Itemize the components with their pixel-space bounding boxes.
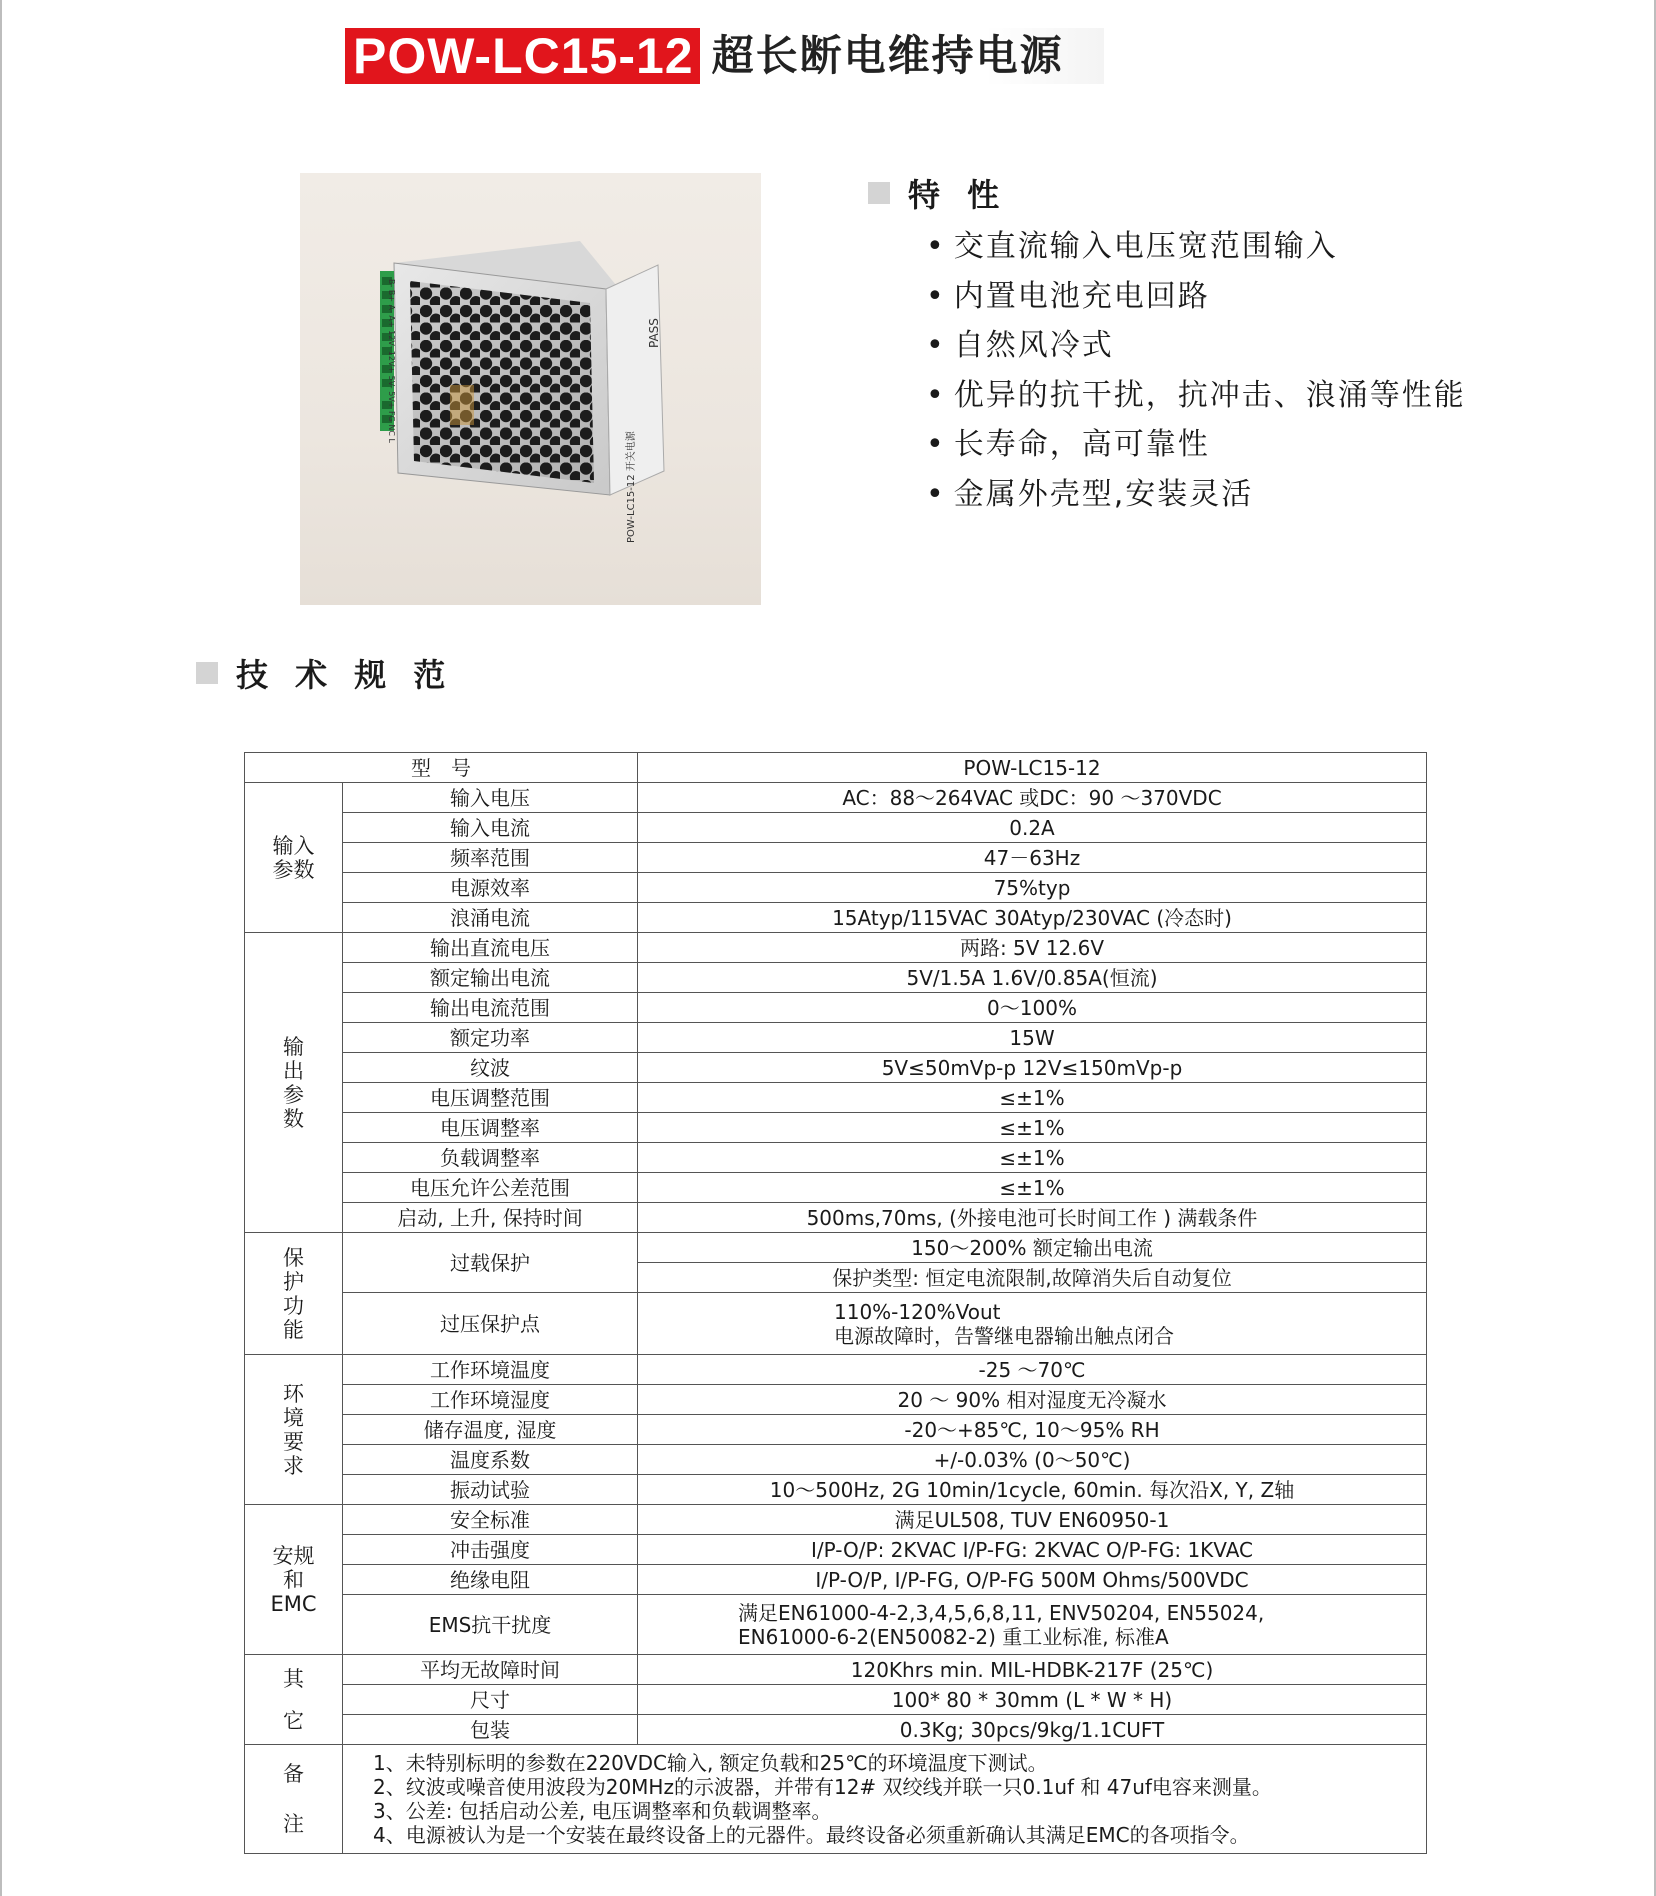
specs-heading-label: 技 术 规 范 [236,656,454,694]
section-marker-icon [868,182,890,204]
spec-label: 输出直流电压 [343,933,638,963]
section-marker-icon [196,662,218,684]
table-row [245,1415,1427,1445]
spec-table [244,752,1427,1854]
table-row [245,1083,1427,1113]
spec-label: 安全标准 [343,1505,638,1535]
group-label: 能 [283,1317,304,1342]
table-row [245,933,1427,963]
power-supply-image [380,235,690,545]
feature-item: • 内置电池充电回路 [926,272,1466,322]
spec-value: 15Atyp/115VAC 30Atyp/230VAC (冷态时) [638,903,1427,933]
group-label: 要 [283,1429,304,1454]
group-label: 它 [283,1708,304,1733]
spec-value-line: 满足EN61000-4-2,3,4,5,6,8,11, ENV50204, EN55024, [738,1600,1265,1625]
group-label: 参 [283,1082,304,1107]
model-value-cell: POW-LC15-12 [638,753,1427,783]
spec-label: 储存温度, 湿度 [343,1415,638,1445]
note-item: 4、电源被认为是一个安装在最终设备上的元器件。最终设备必须重新确认其满足EMC的各项指令。 [373,1823,1250,1847]
table-row [245,1023,1427,1053]
spec-value: 0～100% [638,993,1427,1023]
table-row [245,1745,1427,1854]
terminal-label: 5V- [387,375,396,389]
group-label: 备 [283,1762,304,1786]
group-label: 输入 [272,833,315,858]
product-name: 超长断电维持电源 [708,28,1104,84]
group-environment [245,1355,343,1505]
table-row [245,1293,1427,1355]
note-item: 1、未特别标明的参数在220VDC输入, 额定负载和25℃的环境温度下测试。 [373,1751,1048,1775]
spec-value: ≤±1% [638,1083,1427,1113]
spec-value: 5V≤50mVp-p 12V≤150mVp-p [638,1053,1427,1083]
terminal-label: A- [387,304,396,313]
table-row [245,1655,1427,1685]
spec-label: 频率范围 [343,843,638,873]
group-label: 境 [283,1405,304,1430]
spec-label: 电压调整率 [343,1113,638,1143]
spec-value: 保护类型: 恒定电流限制,故障消失后自动复位 [638,1263,1427,1293]
features-heading-label: 特 性 [908,176,1008,214]
spec-value: 20 ～ 90% 相对湿度无冷凝水 [638,1385,1427,1415]
spec-label: EMS抗干扰度 [343,1595,638,1655]
group-label: 护 [283,1269,304,1294]
spec-label: 平均无故障时间 [343,1655,638,1685]
group-label: 求 [283,1453,304,1478]
spec-label: 电压调整范围 [343,1083,638,1113]
spec-label: 输出电流范围 [343,993,638,1023]
spec-value: 75%typ [638,873,1427,903]
features-list [926,222,1466,520]
spec-label: 过压保护点 [343,1293,638,1355]
table-row [245,1535,1427,1565]
feature-item: • 长寿命，高可靠性 [926,420,1466,470]
table-row [245,1685,1427,1715]
spec-value: ≤±1% [638,1143,1427,1173]
terminal-label: B- [387,279,396,288]
pass-sticker: PASS [647,318,661,348]
group-other [245,1655,343,1745]
spec-value: +/-0.03% (0～50℃) [638,1445,1427,1475]
table-row [245,1595,1427,1655]
side-label: POW-LC15-12 开关电源 [626,431,637,543]
terminal-label: 12V- [387,330,396,349]
spec-label: 输入电压 [343,783,638,813]
table-row [245,1173,1427,1203]
table-row [245,1113,1427,1143]
spec-label: 工作环境湿度 [343,1385,638,1415]
spec-value: 120Khrs min. MIL-HDBK-217F (25℃) [638,1655,1427,1685]
terminal-label: 12V+ [387,350,396,374]
table-row [245,1505,1427,1535]
table-row [245,963,1427,993]
terminal-label: L [387,438,396,443]
spec-value: 满足UL508, TUV EN60950-1 [638,1505,1427,1535]
table-row [245,1475,1427,1505]
spec-label: 振动试验 [343,1475,638,1505]
table-row [245,1053,1427,1083]
table-row [245,1715,1427,1745]
spec-value-line: 110%-120%Vout [834,1299,1001,1324]
table-row [245,843,1427,873]
table-row [245,783,1427,813]
spec-label: 浪涌电流 [343,903,638,933]
group-label: 其 [283,1666,304,1691]
table-row [245,993,1427,1023]
spec-value: 10～500Hz, 2G 10min/1cycle, 60min. 每次沿X, Y, Z轴 [638,1475,1427,1505]
spec-value [638,1595,1427,1655]
spec-value-line: EN61000-6-2(EN50082-2) 重工业标准, 标准A [738,1624,1169,1649]
spec-label: 温度系数 [343,1445,638,1475]
table-row [245,1385,1427,1415]
spec-value: AC：88～264VAC 或DC：90 ～370VDC [638,783,1427,813]
spec-label: 工作环境温度 [343,1355,638,1385]
spec-value: 0.2A [638,813,1427,843]
table-row [245,1203,1427,1233]
group-label: 功 [283,1293,304,1318]
group-label: 数 [283,1106,304,1131]
note-item: 2、纹波或噪音使用波段为20MHz的示波器，并带有12# 双绞线并联一只0.1uf 和 47uf电容来测量。 [373,1775,1272,1799]
group-label: 和 [283,1567,304,1592]
group-label: EMC [270,1591,317,1616]
spec-value: 两路: 5V 12.6V [638,933,1427,963]
spec-label: 负载调整率 [343,1143,638,1173]
table-row [245,813,1427,843]
spec-value: 15W [638,1023,1427,1053]
group-label: 环 [283,1381,304,1406]
terminal-label: FG [387,411,396,422]
group-output [245,933,343,1233]
spec-value: 47－63Hz [638,843,1427,873]
table-row [245,753,1427,783]
spec-label: 纹波 [343,1053,638,1083]
spec-label: 额定功率 [343,1023,638,1053]
spec-value [638,1293,1427,1355]
specs-heading [196,650,453,696]
spec-label: 绝缘电阻 [343,1565,638,1595]
spec-label: 过载保护 [343,1233,638,1293]
spec-label: 包装 [343,1715,638,1745]
table-row [245,1355,1427,1385]
title-bar [345,28,1104,84]
spec-label: 启动, 上升, 保持时间 [343,1203,638,1233]
product-photo [300,173,761,605]
group-safety-emc [245,1505,343,1655]
group-notes [245,1745,343,1854]
spec-value: -25 ～70℃ [638,1355,1427,1385]
terminal-label: 5V+ [387,391,396,409]
table-row [245,1445,1427,1475]
table-row [245,1233,1427,1263]
terminal-label: NC [387,424,396,436]
spec-value: -20～+85℃, 10～95% RH [638,1415,1427,1445]
table-row [245,1143,1427,1173]
spec-value: 5V/1.5A 1.6V/0.85A(恒流) [638,963,1427,993]
spec-value: 100* 80 * 30mm (L * W * H) [638,1685,1427,1715]
group-label: 保 [283,1245,304,1270]
features-heading [868,170,1007,216]
spec-label: 输入电流 [343,813,638,843]
group-protection [245,1233,343,1355]
spec-value-line: 电源故障时，告警继电器输出触点闭合 [834,1323,1174,1348]
model-title: POW-LC15-12 [345,28,700,84]
model-label-cell: 型 号 [245,753,638,783]
feature-item: • 自然风冷式 [926,321,1466,371]
feature-item: • 金属外壳型,安装灵活 [926,470,1466,520]
terminal-label: B+ [387,289,396,303]
spec-value: 500ms,70ms, (外接电池可长时间工作 ) 满载条件 [638,1203,1427,1233]
spec-label: 冲击强度 [343,1535,638,1565]
spec-label: 额定输出电流 [343,963,638,993]
feature-item: • 交直流输入电压宽范围输入 [926,222,1466,272]
group-label: 出 [283,1058,304,1083]
spec-value: ≤±1% [638,1173,1427,1203]
feature-item: • 优异的抗干扰，抗冲击、浪涌等性能 [926,371,1466,421]
group-input [245,783,343,933]
spec-value: 0.3Kg; 30pcs/9kg/1.1CUFT [638,1715,1427,1745]
terminal-label: A+ [387,315,396,328]
notes-cell [343,1745,1427,1854]
group-label: 安规 [272,1543,315,1568]
spec-value: I/P-O/P: 2KVAC I/P-FG: 2KVAC O/P-FG: 1KVAC [638,1535,1427,1565]
spec-value: I/P-O/P, I/P-FG, O/P-FG 500M Ohms/500VDC [638,1565,1427,1595]
spec-value: 150～200% 额定输出电流 [638,1233,1427,1263]
table-row [245,1565,1427,1595]
group-label: 输 [283,1034,304,1059]
group-label: 注 [283,1812,304,1836]
table-row [245,873,1427,903]
group-label: 参数 [272,857,315,882]
spec-label: 电源效率 [343,873,638,903]
spec-value: ≤±1% [638,1113,1427,1143]
terminal-labels [385,279,398,443]
note-item: 3、公差: 包括启动公差, 电压调整率和负载调整率。 [373,1799,832,1823]
table-row [245,903,1427,933]
spec-label: 尺寸 [343,1685,638,1715]
spec-label: 电压允许公差范围 [343,1173,638,1203]
